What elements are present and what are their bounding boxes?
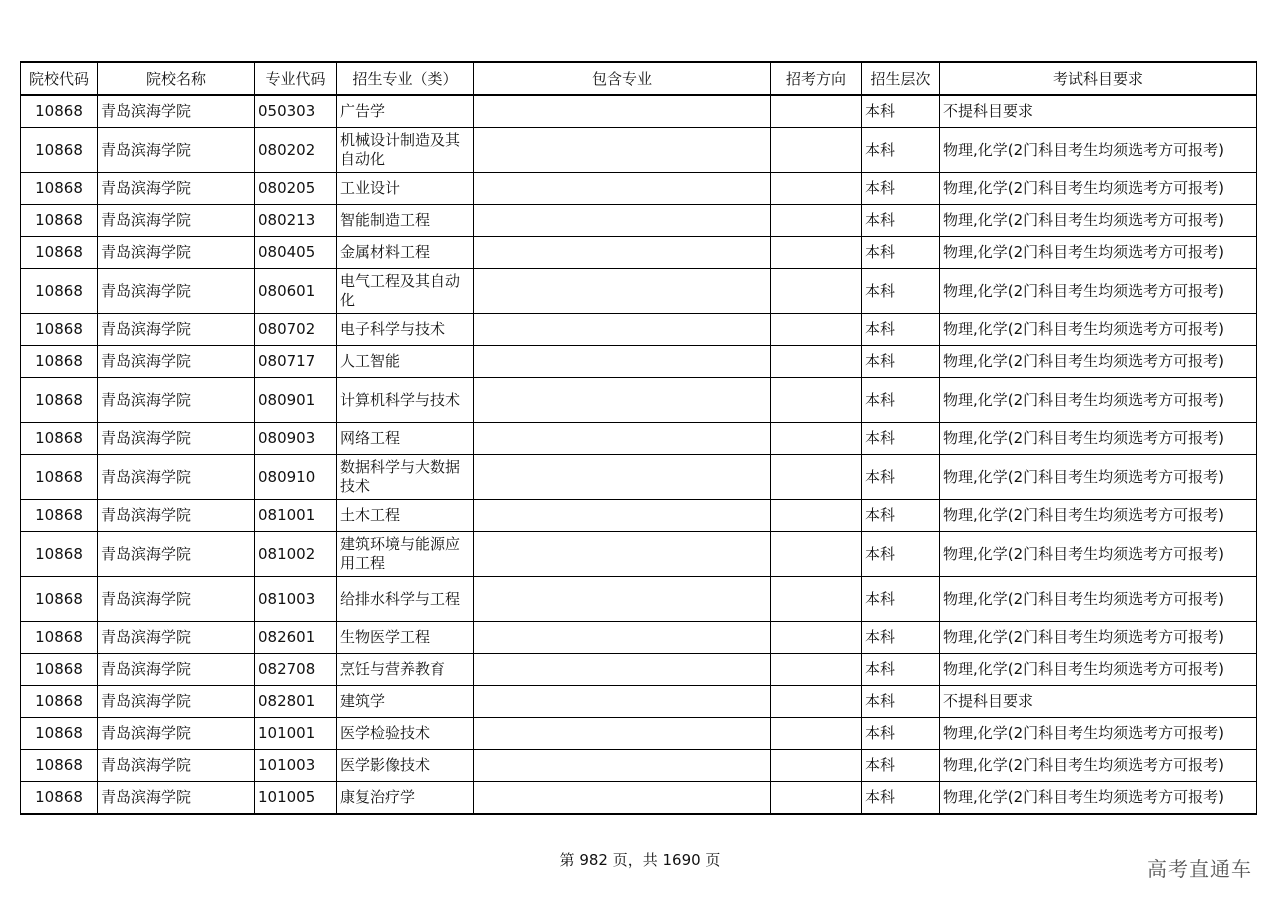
cell-school-code: 10868 (21, 173, 98, 205)
cell-major-code: 080717 (255, 346, 337, 378)
cell-direction (771, 750, 862, 782)
cell-included-majors (474, 269, 771, 314)
cell-requirement: 物理,化学(2门科目考生均须选考方可报考) (940, 750, 1257, 782)
cell-requirement: 物理,化学(2门科目考生均须选考方可报考) (940, 173, 1257, 205)
cell-school-code: 10868 (21, 750, 98, 782)
cell-major-code: 082601 (255, 622, 337, 654)
cell-direction (771, 686, 862, 718)
cell-direction (771, 95, 862, 128)
cell-school-code: 10868 (21, 782, 98, 815)
cell-major: 烹饪与营养教育 (337, 654, 474, 686)
cell-school-name: 青岛滨海学院 (98, 205, 255, 237)
table-row (21, 128, 1257, 173)
cell-included-majors (474, 378, 771, 423)
cell-level: 本科 (862, 455, 940, 500)
cell-major-code: 080213 (255, 205, 337, 237)
header-major-code: 专业代码 (255, 62, 337, 95)
cell-major-code: 080702 (255, 314, 337, 346)
cell-school-code: 10868 (21, 654, 98, 686)
cell-requirement: 物理,化学(2门科目考生均须选考方可报考) (940, 237, 1257, 269)
cell-requirement: 物理,化学(2门科目考生均须选考方可报考) (940, 718, 1257, 750)
cell-requirement: 物理,化学(2门科目考生均须选考方可报考) (940, 782, 1257, 815)
cell-requirement: 物理,化学(2门科目考生均须选考方可报考) (940, 622, 1257, 654)
cell-requirement: 不提科目要求 (940, 95, 1257, 128)
cell-level: 本科 (862, 128, 940, 173)
cell-included-majors (474, 782, 771, 815)
table-row (21, 237, 1257, 269)
header-school-code: 院校代码 (21, 62, 98, 95)
cell-direction (771, 577, 862, 622)
cell-included-majors (474, 95, 771, 128)
cell-major-code: 080910 (255, 455, 337, 500)
cell-direction (771, 500, 862, 532)
header-requirement: 考试科目要求 (940, 62, 1257, 95)
cell-level: 本科 (862, 577, 940, 622)
cell-level: 本科 (862, 95, 940, 128)
cell-school-code: 10868 (21, 423, 98, 455)
cell-level: 本科 (862, 718, 940, 750)
table-row (21, 95, 1257, 128)
cell-school-code: 10868 (21, 237, 98, 269)
cell-major: 工业设计 (337, 173, 474, 205)
cell-included-majors (474, 346, 771, 378)
cell-school-code: 10868 (21, 718, 98, 750)
cell-major-code: 082801 (255, 686, 337, 718)
cell-major-code: 080205 (255, 173, 337, 205)
cell-requirement: 物理,化学(2门科目考生均须选考方可报考) (940, 455, 1257, 500)
cell-major: 给排水科学与工程 (337, 577, 474, 622)
cell-school-name: 青岛滨海学院 (98, 237, 255, 269)
cell-school-code: 10868 (21, 128, 98, 173)
cell-direction (771, 718, 862, 750)
cell-included-majors (474, 686, 771, 718)
cell-school-name: 青岛滨海学院 (98, 718, 255, 750)
cell-included-majors (474, 718, 771, 750)
cell-school-code: 10868 (21, 314, 98, 346)
cell-school-code: 10868 (21, 500, 98, 532)
table-row (21, 346, 1257, 378)
cell-included-majors (474, 314, 771, 346)
table-row (21, 622, 1257, 654)
cell-major: 广告学 (337, 95, 474, 128)
cell-requirement: 物理,化学(2门科目考生均须选考方可报考) (940, 500, 1257, 532)
cell-level: 本科 (862, 173, 940, 205)
header-major: 招生专业（类） (337, 62, 474, 95)
cell-school-name: 青岛滨海学院 (98, 577, 255, 622)
cell-major: 医学检验技术 (337, 718, 474, 750)
cell-major: 建筑环境与能源应用工程 (337, 532, 474, 577)
cell-school-name: 青岛滨海学院 (98, 95, 255, 128)
cell-school-name: 青岛滨海学院 (98, 314, 255, 346)
cell-school-code: 10868 (21, 95, 98, 128)
table-row (21, 500, 1257, 532)
cell-included-majors (474, 500, 771, 532)
cell-school-name: 青岛滨海学院 (98, 128, 255, 173)
cell-direction (771, 314, 862, 346)
cell-level: 本科 (862, 782, 940, 815)
cell-direction (771, 782, 862, 815)
cell-direction (771, 622, 862, 654)
table-row (21, 532, 1257, 577)
cell-level: 本科 (862, 237, 940, 269)
page-number: 第 982 页，共 1690 页 (559, 851, 721, 869)
cell-major-code: 080202 (255, 128, 337, 173)
cell-level: 本科 (862, 205, 940, 237)
cell-major: 计算机科学与技术 (337, 378, 474, 423)
cell-school-name: 青岛滨海学院 (98, 378, 255, 423)
cell-school-name: 青岛滨海学院 (98, 173, 255, 205)
cell-level: 本科 (862, 378, 940, 423)
table-row (21, 423, 1257, 455)
table-row (21, 378, 1257, 423)
cell-school-code: 10868 (21, 205, 98, 237)
cell-included-majors (474, 532, 771, 577)
cell-direction (771, 423, 862, 455)
cell-major-code: 101001 (255, 718, 337, 750)
cell-major: 电气工程及其自动化 (337, 269, 474, 314)
header-direction: 招考方向 (771, 62, 862, 95)
cell-level: 本科 (862, 622, 940, 654)
cell-major-code: 081001 (255, 500, 337, 532)
cell-requirement: 物理,化学(2门科目考生均须选考方可报考) (940, 378, 1257, 423)
cell-direction (771, 378, 862, 423)
table-row (21, 654, 1257, 686)
cell-school-name: 青岛滨海学院 (98, 622, 255, 654)
cell-requirement: 物理,化学(2门科目考生均须选考方可报考) (940, 423, 1257, 455)
cell-major-code: 081003 (255, 577, 337, 622)
cell-school-name: 青岛滨海学院 (98, 654, 255, 686)
cell-included-majors (474, 455, 771, 500)
cell-direction (771, 269, 862, 314)
table-body (21, 95, 1257, 814)
cell-included-majors (474, 173, 771, 205)
cell-included-majors (474, 654, 771, 686)
cell-major-code: 080901 (255, 378, 337, 423)
cell-school-name: 青岛滨海学院 (98, 532, 255, 577)
table-row (21, 314, 1257, 346)
cell-major-code: 080405 (255, 237, 337, 269)
cell-school-name: 青岛滨海学院 (98, 455, 255, 500)
cell-requirement: 物理,化学(2门科目考生均须选考方可报考) (940, 205, 1257, 237)
cell-major-code: 101005 (255, 782, 337, 815)
cell-major-code: 080601 (255, 269, 337, 314)
header-school-name: 院校名称 (98, 62, 255, 95)
table-row (21, 205, 1257, 237)
cell-school-name: 青岛滨海学院 (98, 346, 255, 378)
cell-included-majors (474, 237, 771, 269)
cell-school-code: 10868 (21, 686, 98, 718)
cell-level: 本科 (862, 750, 940, 782)
header-level: 招生层次 (862, 62, 940, 95)
header-included-majors: 包含专业 (474, 62, 771, 95)
cell-major-code: 050303 (255, 95, 337, 128)
cell-major-code: 101003 (255, 750, 337, 782)
cell-school-name: 青岛滨海学院 (98, 782, 255, 815)
cell-direction (771, 654, 862, 686)
cell-direction (771, 532, 862, 577)
cell-level: 本科 (862, 686, 940, 718)
cell-requirement: 物理,化学(2门科目考生均须选考方可报考) (940, 654, 1257, 686)
cell-school-name: 青岛滨海学院 (98, 423, 255, 455)
cell-major: 生物医学工程 (337, 622, 474, 654)
cell-requirement: 物理,化学(2门科目考生均须选考方可报考) (940, 314, 1257, 346)
table-row (21, 577, 1257, 622)
cell-school-name: 青岛滨海学院 (98, 686, 255, 718)
cell-requirement: 物理,化学(2门科目考生均须选考方可报考) (940, 269, 1257, 314)
cell-school-code: 10868 (21, 455, 98, 500)
cell-school-code: 10868 (21, 269, 98, 314)
table-row (21, 750, 1257, 782)
cell-school-name: 青岛滨海学院 (98, 750, 255, 782)
cell-level: 本科 (862, 346, 940, 378)
cell-direction (771, 128, 862, 173)
cell-requirement: 物理,化学(2门科目考生均须选考方可报考) (940, 577, 1257, 622)
cell-major: 数据科学与大数据技术 (337, 455, 474, 500)
cell-school-name: 青岛滨海学院 (98, 269, 255, 314)
cell-level: 本科 (862, 269, 940, 314)
cell-school-name: 青岛滨海学院 (98, 500, 255, 532)
table-row (21, 718, 1257, 750)
cell-level: 本科 (862, 532, 940, 577)
cell-major-code: 081002 (255, 532, 337, 577)
cell-level: 本科 (862, 500, 940, 532)
table-row (21, 173, 1257, 205)
cell-school-code: 10868 (21, 532, 98, 577)
cell-level: 本科 (862, 314, 940, 346)
cell-level: 本科 (862, 654, 940, 686)
table-row (21, 686, 1257, 718)
cell-included-majors (474, 622, 771, 654)
cell-major: 金属材料工程 (337, 237, 474, 269)
cell-major: 智能制造工程 (337, 205, 474, 237)
cell-major: 建筑学 (337, 686, 474, 718)
cell-requirement: 不提科目要求 (940, 686, 1257, 718)
watermark: 高考直通车 (1147, 857, 1252, 881)
cell-direction (771, 205, 862, 237)
cell-included-majors (474, 750, 771, 782)
cell-direction (771, 173, 862, 205)
cell-major: 康复治疗学 (337, 782, 474, 815)
cell-major: 电子科学与技术 (337, 314, 474, 346)
cell-school-code: 10868 (21, 378, 98, 423)
admission-table (20, 61, 1257, 815)
cell-included-majors (474, 577, 771, 622)
cell-major: 医学影像技术 (337, 750, 474, 782)
cell-school-code: 10868 (21, 577, 98, 622)
cell-major-code: 080903 (255, 423, 337, 455)
header-row (21, 62, 1257, 95)
cell-major: 网络工程 (337, 423, 474, 455)
cell-included-majors (474, 423, 771, 455)
cell-major: 土木工程 (337, 500, 474, 532)
cell-school-code: 10868 (21, 346, 98, 378)
cell-major-code: 082708 (255, 654, 337, 686)
cell-included-majors (474, 205, 771, 237)
cell-major: 人工智能 (337, 346, 474, 378)
cell-school-code: 10868 (21, 622, 98, 654)
cell-requirement: 物理,化学(2门科目考生均须选考方可报考) (940, 532, 1257, 577)
cell-level: 本科 (862, 423, 940, 455)
cell-direction (771, 455, 862, 500)
table-row (21, 269, 1257, 314)
table-row (21, 455, 1257, 500)
cell-major: 机械设计制造及其自动化 (337, 128, 474, 173)
cell-direction (771, 237, 862, 269)
cell-requirement: 物理,化学(2门科目考生均须选考方可报考) (940, 346, 1257, 378)
cell-requirement: 物理,化学(2门科目考生均须选考方可报考) (940, 128, 1257, 173)
cell-direction (771, 346, 862, 378)
cell-included-majors (474, 128, 771, 173)
table-row (21, 782, 1257, 815)
